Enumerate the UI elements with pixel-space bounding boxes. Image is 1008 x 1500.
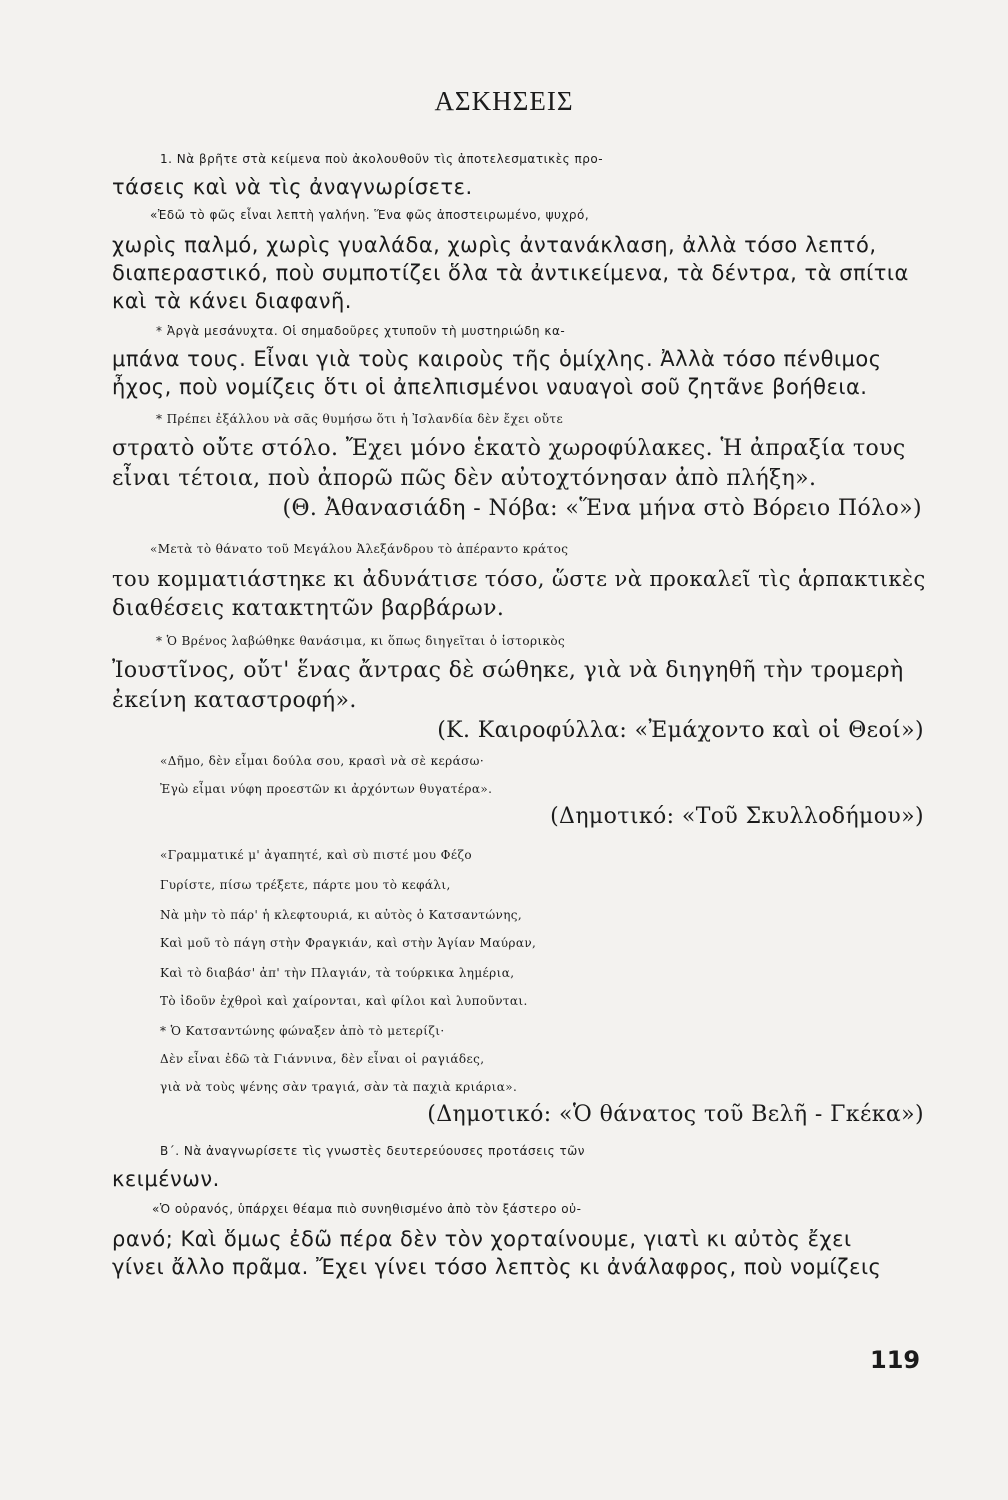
text-line: μπάνα τους. Εἶναι γιὰ τοὺς καιροὺς τῆς ὁμίχλης. Ἀλλὰ τόσο πένθιμος xyxy=(112,347,882,371)
verse-line: «Δῆμο, δὲν εἶμαι δούλα σου, κρασὶ νὰ σὲ κεράσω· xyxy=(160,754,485,768)
text-line: 1. Νὰ βρῆτε στὰ κείμενα ποὺ ἀκολουθοῦν τὶς ἀποτελεσματικὲς προ- xyxy=(160,152,604,166)
text-line: του κομματιάστηκε κι ἀδυνάτισε τόσο, ὥστε νὰ προκαλεῖ τὶς ἁρπακτικὲς xyxy=(112,567,926,591)
text-line: «Μετὰ τὸ θάνατο τοῦ Μεγάλου Ἀλεξάνδρου τὸ ἀπέραντο κράτος xyxy=(150,542,569,556)
verse-line: Ἐγὼ εἶμαι νύφη προεστῶν κι ἀρχόντων θυγατέρα». xyxy=(160,782,493,796)
verse-line: Καὶ μοῦ τὸ πάγη στὴν Φραγκιάν, καὶ στὴν Ἁγίαν Μαύραν, xyxy=(160,936,537,950)
text-line: κειμένων. xyxy=(112,1167,220,1191)
text-line: ἐκείνη καταστροφή». xyxy=(112,688,357,713)
verse-line: * Ὁ Κατσαντώνης φώναξεν ἀπὸ τὸ μετερίζι· xyxy=(160,1024,445,1038)
text-line: γίνει ἄλλο πρᾶμα. Ἔχει γίνει τόσο λεπτὸς κι ἀνάλαφρος, ποὺ νομίζεις xyxy=(112,1255,882,1279)
page-title: ΑΣΚΗΣΕΙΣ xyxy=(434,86,574,116)
citation: (Δημοτικό: «Τοῦ Σκυλλοδήμου») xyxy=(550,804,924,829)
verse-line: Γυρίστε, πίσω τρέξετε, πάρτε μου τὸ κεφάλι, xyxy=(160,878,451,892)
text-line: * Πρέπει ἐξάλλου νὰ σᾶς θυμήσω ὅτι ἡ Ἰσλανδία δὲν ἔχει οὔτε xyxy=(156,412,564,426)
text-line: ἦχος, ποὺ νομίζεις ὅτι οἱ ἀπελπισμένοι ναυαγοὶ σοῦ ζητᾶνε βοήθεια. xyxy=(112,375,868,399)
verse-line: Καὶ τὸ διαβάσ' ἀπ' τὴν Πλαγιάν, τὰ τούρκικα λημέρια, xyxy=(160,966,515,980)
text-line: διαθέσεις κατακτητῶν βαρβάρων. xyxy=(112,596,505,621)
citation: (Κ. Καιροφύλλα: «Ἐμάχοντο καὶ οἱ Θεοί») xyxy=(437,718,924,743)
verse-line: Τὸ ἰδοῦν ἐχθροὶ καὶ χαίρονται, καὶ φίλοι καὶ λυποῦνται. xyxy=(160,994,528,1008)
text-line: τάσεις καὶ νὰ τὶς ἀναγνωρίσετε. xyxy=(112,175,473,199)
verse-line: γιὰ νὰ τοὺς ψένης σὰν τραγιά, σὰν τὰ παχιὰ κριάρια». xyxy=(160,1080,518,1094)
text-line: στρατὸ οὔτε στόλο. Ἔχει μόνο ἑκατὸ χωροφύλακες. Ἡ ἀπραξία τους xyxy=(112,436,906,461)
text-line: «Ὁ οὐρανός, ὑπάρχει θέαμα πιὸ συνηθισμένο ἀπὸ τὸν ξάστερο οὐ- xyxy=(152,1202,582,1216)
citation: (Δημοτικό: «Ὁ θάνατος τοῦ Βελῆ - Γκέκα») xyxy=(427,1102,924,1127)
text-line: εἶναι τέτοια, ποὺ ἀπορῶ πῶς δὲν αὐτοχτόνησαν ἀπὸ πλήξη». xyxy=(112,466,817,491)
citation: (Θ. Ἀθανασιάδη - Νόβα: «Ἕνα μήνα στὸ Βόρειο Πόλο») xyxy=(282,496,922,521)
verse-line: «Γραμματικέ μ' ἀγαπητέ, καὶ σὺ πιστέ μου Φέζο xyxy=(160,848,473,862)
text-line: Ἰουστῖνος, οὔτ' ἕνας ἄντρας δὲ σώθηκε, γιὰ νὰ διηγηθῆ τὴν τρομερὴ xyxy=(112,658,904,683)
verse-line: Νὰ μὴν τὸ πάρ' ἡ κλεφτουριά, κι αὐτὸς ὁ Κατσαντώνης, xyxy=(160,908,523,922)
text-line: «Ἐδῶ τὸ φῶς εἶναι λεπτὴ γαλήνη. Ἕνα φῶς ἀποστειρωμένο, ψυχρό, xyxy=(150,208,590,222)
text-line: χωρὶς παλμό, χωρὶς γυαλάδα, χωρὶς ἀντανάκλαση, ἀλλὰ τόσο λεπτό, xyxy=(112,233,877,257)
text-line: Β΄. Νὰ ἀναγνωρίσετε τὶς γνωστὲς δευτερεύουσες προτάσεις τῶν xyxy=(160,1144,585,1158)
text-line: διαπεραστικό, ποὺ συμποτίζει ὅλα τὰ ἀντικείμενα, τὰ δέντρα, τὰ σπίτια xyxy=(112,261,909,285)
text-line: καὶ τὰ κάνει διαφανῆ. xyxy=(112,289,352,313)
verse-line: Δὲν εἶναι ἐδῶ τὰ Γιάννινα, δὲν εἶναι οἱ ραγιάδες, xyxy=(160,1052,485,1066)
text-line: * Ὁ Βρένος λαβώθηκε θανάσιμα, κι ὅπως διηγεῖται ὁ ἱστορικὸς xyxy=(156,634,566,648)
text-line: ρανό; Καὶ ὅμως ἐδῶ πέρα δὲν τὸν χορταίνουμε, γιατὶ κι αὐτὸς ἔχει xyxy=(112,1227,852,1251)
text-line: * Ἀργὰ μεσάνυχτα. Οἱ σημαδοῦρες χτυποῦν τὴ μυστηριώδη κα- xyxy=(156,324,566,338)
page-number: 119 xyxy=(870,1346,921,1374)
